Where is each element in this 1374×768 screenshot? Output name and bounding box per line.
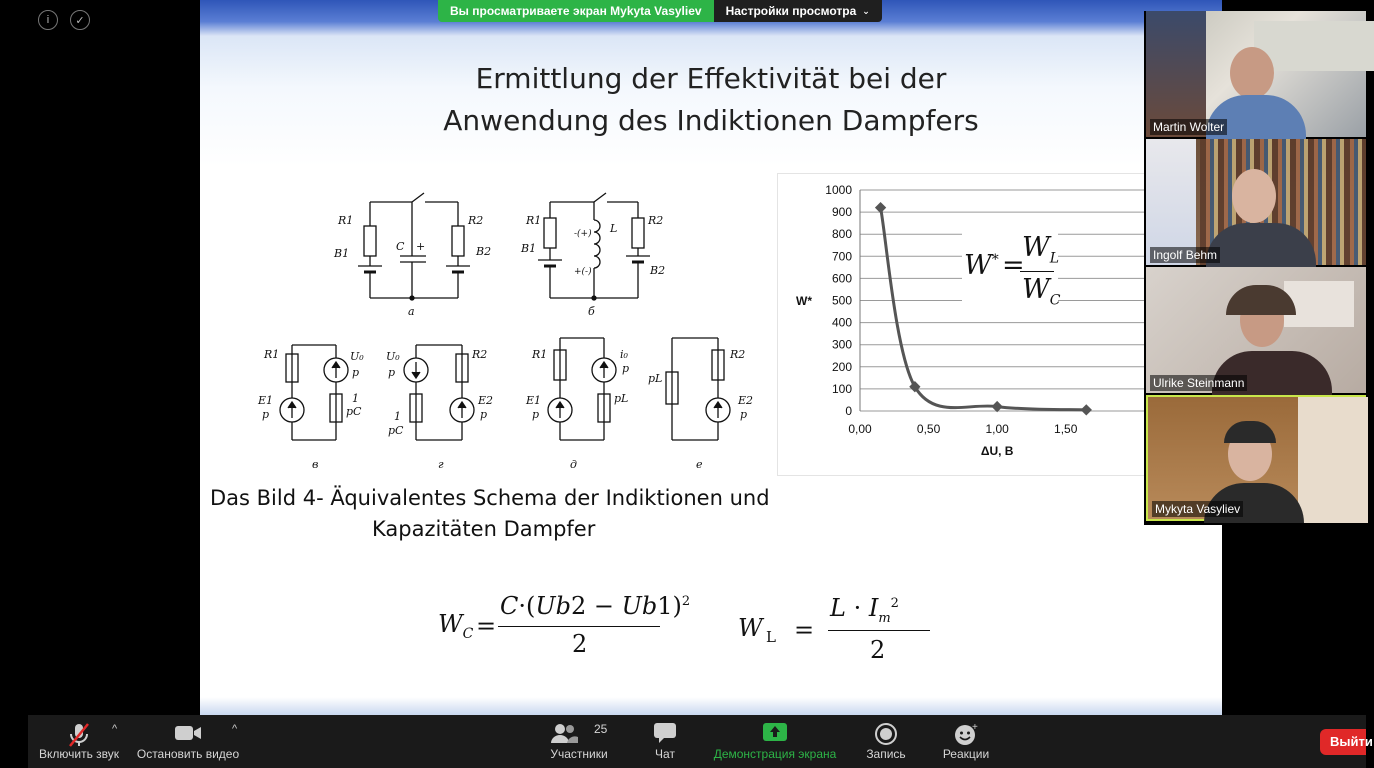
chart-formula: W* = $W_L$ $W_C$ <box>962 232 1058 314</box>
svg-text:i₀: i₀ <box>620 348 628 361</box>
chat-button[interactable] <box>640 715 690 768</box>
participants-button[interactable] <box>546 715 612 768</box>
stop-video-button[interactable] <box>134 715 242 768</box>
svg-text:B2: B2 <box>476 245 492 258</box>
svg-text:R1: R1 <box>532 348 548 361</box>
participant-name: Ingolf Behm <box>1150 247 1220 263</box>
participant-name: Martin Wolter <box>1150 119 1227 135</box>
svg-text:R2: R2 <box>468 214 484 227</box>
svg-text:R1: R1 <box>264 348 280 361</box>
chart-x-tick-label: 1,00 <box>985 422 1009 436</box>
efficiency-chart <box>778 174 1148 477</box>
participant-tile[interactable] <box>1146 267 1366 393</box>
svg-text:+: + <box>416 240 426 253</box>
svg-text:1: 1 <box>394 410 401 423</box>
slide-title-line2: Anwendung des Indiktionen Dampfers <box>443 104 979 137</box>
svg-text:R2: R2 <box>472 348 488 361</box>
share-screen-button[interactable] <box>708 715 842 768</box>
unmute-button[interactable] <box>34 715 124 768</box>
svg-text:+(-): +(-) <box>574 267 592 277</box>
diagram-label-a: а <box>408 305 415 318</box>
svg-text:R2: R2 <box>730 348 746 361</box>
chart-x-tick-label: 1,50 <box>1054 422 1078 436</box>
diagram-label-d: д <box>570 458 577 471</box>
chart-panel <box>777 173 1147 476</box>
chart-y-tick-label: 0 <box>845 404 852 418</box>
svg-text:+: + <box>972 722 978 733</box>
info-icon[interactable]: i <box>38 10 58 30</box>
video-options-caret-icon[interactable]: ^ <box>232 723 238 735</box>
svg-text:-(+): -(+) <box>574 229 592 239</box>
chart-y-tick-label: 400 <box>831 315 852 330</box>
chart-y-tick-label: 300 <box>831 337 852 352</box>
stop-video-label: Остановить видео <box>136 747 240 761</box>
record-button[interactable] <box>860 715 912 768</box>
svg-text:pC: pC <box>346 405 362 418</box>
svg-text:B2: B2 <box>650 264 666 277</box>
participant-tile-active[interactable] <box>1146 395 1366 521</box>
chart-x-tick-label: 0,50 <box>916 422 941 436</box>
svg-text:p: p <box>262 408 270 421</box>
participants-count: 25 <box>594 722 608 736</box>
chart-y-tick-label: 100 <box>831 381 852 396</box>
sharing-banner <box>438 0 882 22</box>
reactions-label: Реакции <box>942 747 990 761</box>
share-screen-icon <box>762 722 788 742</box>
record-icon <box>874 722 898 746</box>
svg-text:E2: E2 <box>738 394 754 407</box>
figure-caption-line1: Das Bild 4- Äquivalentes Schema der Indiktionen und <box>210 486 770 510</box>
record-label: Запись <box>866 747 906 761</box>
chart-y-tick-label: 800 <box>831 227 852 242</box>
svg-text:p: p <box>532 408 540 421</box>
svg-text:E2: E2 <box>478 394 494 407</box>
diagram-label-b: б <box>588 305 595 318</box>
participants-label: Участники <box>550 747 608 761</box>
shield-icon[interactable]: ✓ <box>70 10 90 30</box>
chat-icon <box>653 722 677 744</box>
figure-caption-line2: Kapazitäten Dampfer <box>372 517 596 541</box>
unmute-label: Включить звук <box>38 747 120 761</box>
chart-data-point <box>1081 404 1092 415</box>
microphone-muted-icon <box>66 722 92 748</box>
svg-text:p: p <box>352 366 360 379</box>
chart-y-tick-label: 500 <box>831 293 852 308</box>
svg-text:pC: pC <box>388 424 404 437</box>
view-options-label: Настройки просмотра <box>725 4 857 18</box>
svg-text:p: p <box>622 362 630 375</box>
slide-title-line1: Ermittlung der Effektivität bei der <box>475 62 947 95</box>
svg-text:E1: E1 <box>526 394 542 407</box>
chart-y-tick-label: 900 <box>831 205 852 220</box>
participant-strip <box>1144 11 1366 525</box>
share-screen-label: Демонстрация экрана <box>713 747 837 761</box>
svg-text:pL: pL <box>614 392 629 405</box>
chart-x-tick-label: 0,00 <box>848 422 872 436</box>
shared-screen <box>200 0 1222 715</box>
leave-meeting-button[interactable]: Выйти <box>1320 729 1366 755</box>
viewing-indicator: Вы просматриваете экран Mykyta Vasyliev <box>438 0 714 22</box>
formula-wl: W L = $L \cdot I_m^2$ 2 <box>738 590 938 670</box>
diagram-label-e: е <box>696 458 703 471</box>
chat-label: Чат <box>655 747 675 761</box>
diagram-label-v: в <box>312 458 319 471</box>
svg-text:R1: R1 <box>526 214 542 227</box>
diagram-label-g: г <box>438 458 444 471</box>
chart-y-tick-label: 200 <box>831 359 852 374</box>
video-camera-icon <box>174 722 202 744</box>
formula-wc: $W_C$ = $C\cdot(Ub2 - Ub1)^2$ 2 <box>438 592 691 658</box>
svg-text:L: L <box>610 222 618 235</box>
chart-y-tick-label: 1000 <box>825 183 852 197</box>
svg-text:1: 1 <box>352 392 359 405</box>
chart-y-tick-label: 700 <box>831 249 852 264</box>
participant-tile[interactable] <box>1146 11 1366 137</box>
chevron-down-icon: ⌄ <box>862 5 870 16</box>
audio-options-caret-icon[interactable]: ^ <box>112 723 118 735</box>
participant-name: Ulrike Steinmann <box>1150 375 1247 391</box>
svg-text:pL: pL <box>648 372 663 385</box>
view-options-button[interactable] <box>714 0 882 22</box>
svg-text:B1: B1 <box>521 242 537 255</box>
participant-name: Mykyta Vasyliev <box>1152 501 1243 517</box>
svg-text:p: p <box>388 366 396 379</box>
participant-tile[interactable] <box>1146 139 1366 265</box>
smiley-icon <box>953 722 979 746</box>
meeting-toolbar <box>28 715 1373 768</box>
svg-text:R1: R1 <box>338 214 354 227</box>
participants-icon <box>550 722 578 744</box>
svg-text:C: C <box>396 240 405 253</box>
svg-text:p: p <box>480 408 488 421</box>
chart-y-axis-label: W* <box>796 294 812 308</box>
circuit-diagrams <box>250 190 770 480</box>
chart-y-tick-label: 600 <box>831 271 852 286</box>
svg-text:R2: R2 <box>648 214 664 227</box>
svg-text:p: p <box>740 408 748 421</box>
reactions-button[interactable] <box>936 715 996 768</box>
svg-text:U₀: U₀ <box>350 350 364 363</box>
svg-text:B1: B1 <box>334 247 350 260</box>
chart-x-axis-label: ΔU, В <box>980 444 1014 458</box>
svg-text:E1: E1 <box>258 394 274 407</box>
svg-text:U₀: U₀ <box>386 350 400 363</box>
